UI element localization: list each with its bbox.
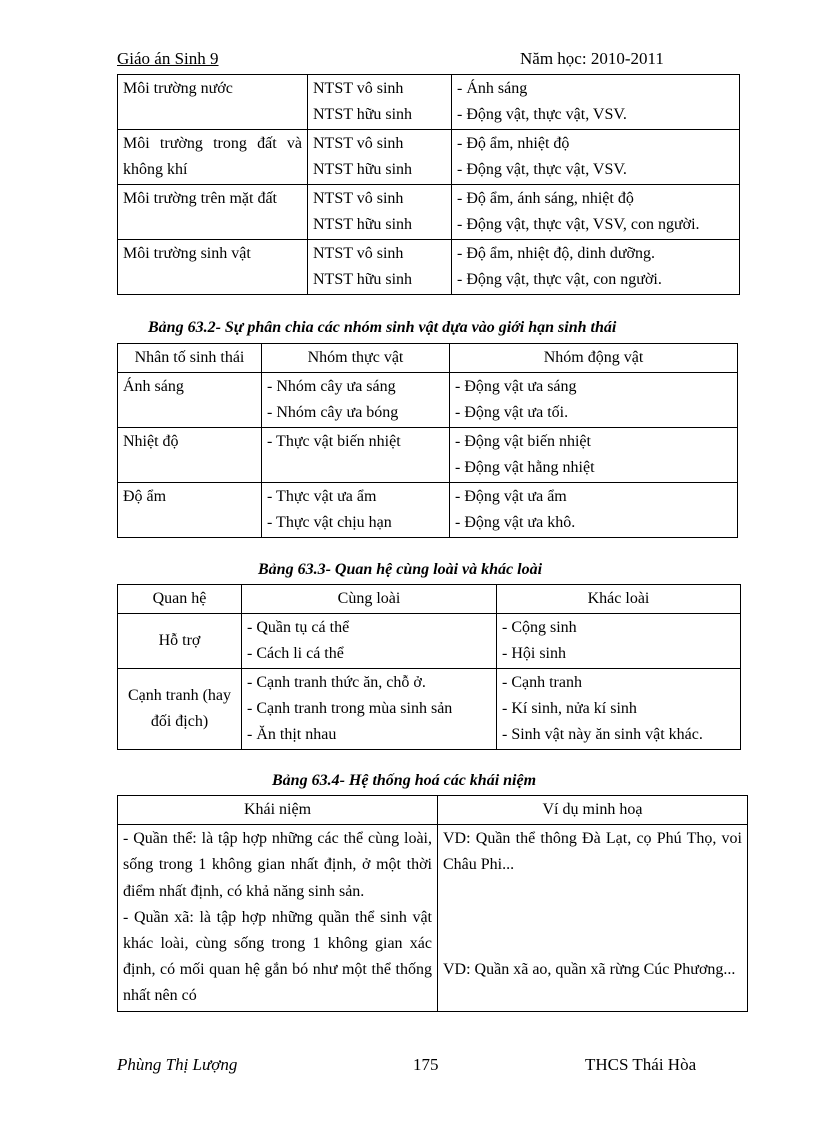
table-row <box>118 75 740 130</box>
plant-cell: - Thực vật ưa ẩm - Thực vật chịu hạn <box>262 483 450 538</box>
concept-cell <box>118 825 438 1011</box>
factor-cell: Ánh sáng <box>118 373 262 428</box>
table-caption-63-3: Bảng 63.3- Quan hệ cùng loài và khác loài <box>258 561 543 578</box>
example-cell: - Độ ẩm, nhiệt độ, dinh dưỡng. - Động vật, thực vật, con người. <box>452 240 740 295</box>
animal-cell: - Động vật biến nhiệt - Động vật hằng nhiệt <box>450 428 738 483</box>
ecological-groups-table <box>117 343 738 538</box>
header-school-year: Năm học: 2010-2011 <box>520 49 664 68</box>
same-species-cell: - Cạnh tranh thức ăn, chỗ ở. - Cạnh tranh trong mùa sinh sản - Ăn thịt nhau <box>242 669 497 750</box>
column-header: Quan hệ <box>118 585 242 614</box>
column-header: Khái niệm <box>118 796 438 825</box>
example-cell: - Ánh sáng - Động vật, thực vật, VSV. <box>452 75 740 130</box>
example-cell <box>438 825 748 1011</box>
table-header-row <box>118 585 741 614</box>
column-header: Nhân tố sinh thái <box>118 344 262 373</box>
footer-page-number: 175 <box>413 1055 439 1074</box>
factor-cell: NTST vô sinh NTST hữu sinh <box>308 130 452 185</box>
factor-cell: NTST vô sinh NTST hữu sinh <box>308 75 452 130</box>
table-header-row <box>118 796 748 825</box>
table-row <box>118 483 738 538</box>
footer-school: THCS Thái Hòa <box>585 1055 697 1074</box>
env-cell: Môi trường sinh vật <box>118 240 308 295</box>
column-header: Khác loài <box>497 585 741 614</box>
example-population: VD: Quần thể thông Đà Lạt, cọ Phú Thọ, voi Châu Phi... <box>443 830 742 874</box>
plant-cell: - Nhóm cây ưa sáng - Nhóm cây ưa bóng <box>262 373 450 428</box>
header-subject: Giáo án Sinh 9 <box>117 49 219 68</box>
table-caption-63-2: Bảng 63.2- Sự phân chia các nhóm sinh vật dựa vào giới hạn sinh thái <box>148 319 617 336</box>
table-header-row <box>118 344 738 373</box>
environment-factors-table <box>117 74 740 295</box>
table-row <box>118 130 740 185</box>
same-species-cell: - Quần tụ cá thể - Cách li cá thể <box>242 614 497 669</box>
different-species-cell: - Cạnh tranh - Kí sinh, nửa kí sinh - Sinh vật này ăn sinh vật khác. <box>497 669 741 750</box>
column-header: Cùng loài <box>242 585 497 614</box>
table-caption-63-4: Bảng 63.4- Hệ thống hoá các khái niệm <box>272 772 537 789</box>
factor-cell: NTST vô sinh NTST hữu sinh <box>308 240 452 295</box>
table-row <box>118 825 748 1011</box>
example-community: VD: Quần xã ao, quần xã rừng Cúc Phương... <box>443 961 736 979</box>
example-cell: - Độ ẩm, ánh sáng, nhiệt độ - Động vật, thực vật, VSV, con người. <box>452 185 740 240</box>
table-row <box>118 185 740 240</box>
factor-cell: Nhiệt độ <box>118 428 262 483</box>
table-row <box>118 240 740 295</box>
relationships-table <box>117 584 741 750</box>
table-row <box>118 669 741 750</box>
plant-cell: - Thực vật biến nhiệt <box>262 428 450 483</box>
animal-cell: - Động vật ưa sáng - Động vật ưa tối. <box>450 373 738 428</box>
table-row <box>118 614 741 669</box>
relation-cell: Hỗ trợ <box>118 614 242 669</box>
env-cell: Môi trường trong đất và không khí <box>118 130 308 185</box>
concepts-table <box>117 795 748 1012</box>
concept-community: - Quần xã: là tập hợp những quần thể sinh vật khác loài, cùng sống trong 1 không gian xác định, có mối quan hệ gắn bó như một thể thống nhất nên có <box>123 908 432 1005</box>
animal-cell: - Động vật ưa ẩm - Động vật ưa khô. <box>450 483 738 538</box>
table-row <box>118 428 738 483</box>
footer-author: Phùng Thị Lượng <box>117 1055 238 1074</box>
column-header: Ví dụ minh hoạ <box>438 796 748 825</box>
relation-cell: Cạnh tranh (hay đối địch) <box>118 669 242 750</box>
column-header: Nhóm thực vật <box>262 344 450 373</box>
concept-population: - Quần thể: là tập hợp những các thể cùng loài, sống trong 1 không gian nhất định, ở một thời điểm nhất định, có khả năng sinh sản. <box>123 830 432 900</box>
column-header: Nhóm động vật <box>450 344 738 373</box>
env-cell: Môi trường nước <box>118 75 308 130</box>
factor-cell: NTST vô sinh NTST hữu sinh <box>308 185 452 240</box>
factor-cell: Độ ẩm <box>118 483 262 538</box>
example-cell: - Độ ẩm, nhiệt độ - Động vật, thực vật, VSV. <box>452 130 740 185</box>
table-row <box>118 373 738 428</box>
different-species-cell: - Cộng sinh - Hội sinh <box>497 614 741 669</box>
env-cell: Môi trường trên mặt đất <box>118 185 308 240</box>
